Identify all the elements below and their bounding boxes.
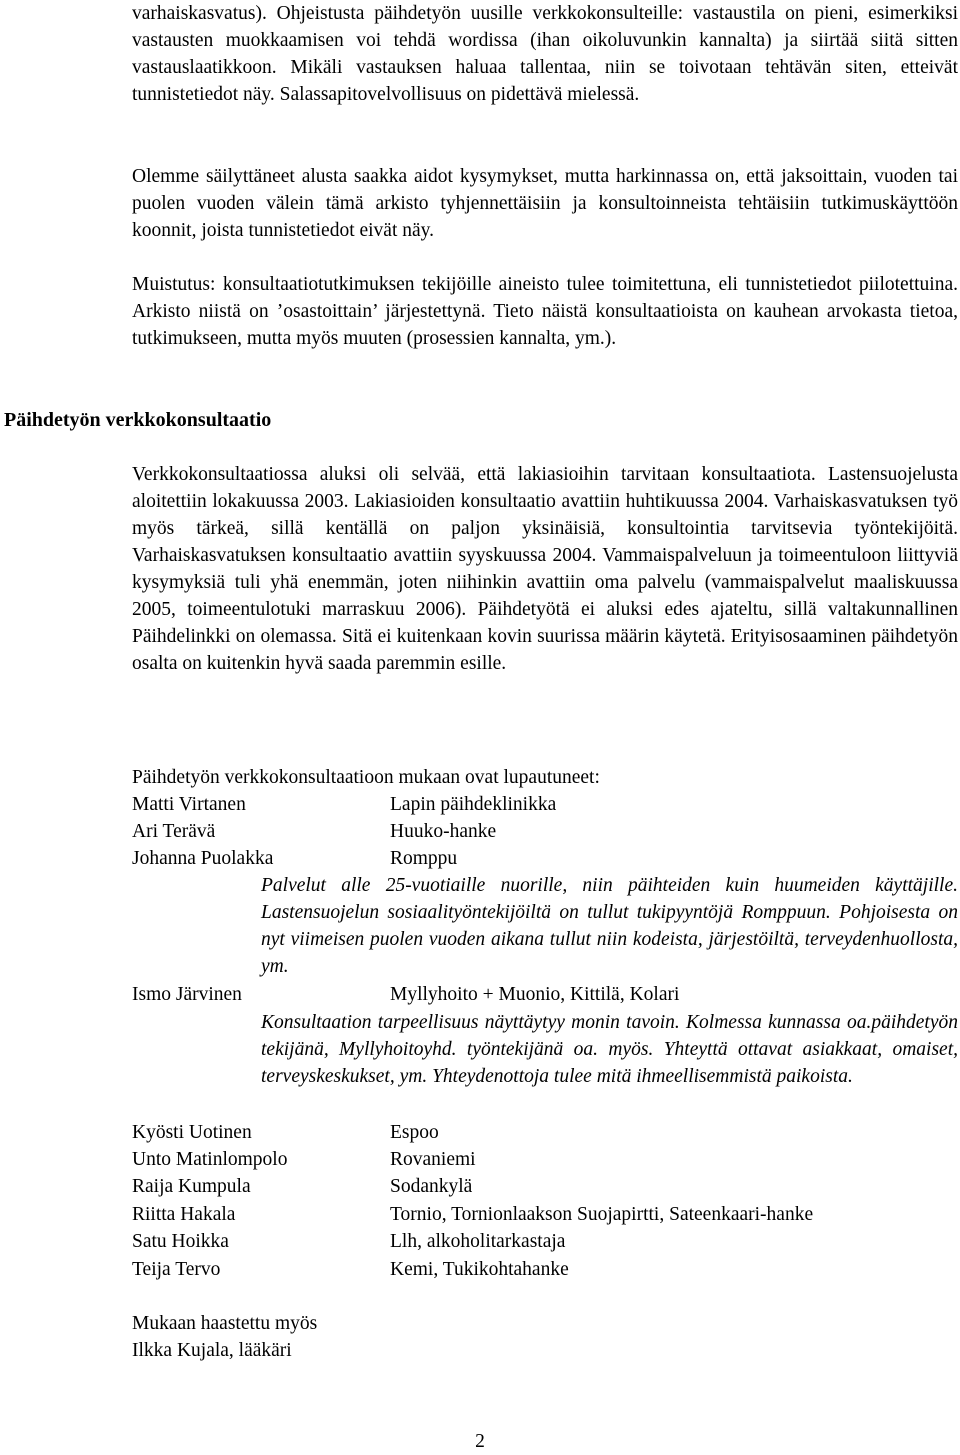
- section-heading: Päihdetyön verkkokonsultaatio: [4, 409, 272, 431]
- also-interviewed-label: Mukaan haastettu myös: [132, 1313, 318, 1334]
- participant-row: [132, 1119, 958, 1146]
- participant-row: [132, 981, 958, 1008]
- also-interviewed: [132, 1310, 317, 1364]
- participant-row: [132, 818, 958, 845]
- participant-name: Kyösti Uotinen: [132, 1122, 252, 1143]
- participant-organization: Sodankylä: [390, 1176, 473, 1197]
- participant-organization: Llh, alkoholitarkastaja: [390, 1231, 566, 1252]
- participant-row: [132, 1228, 958, 1255]
- paragraph-archive-retention: Olemme säilyttäneet alusta saakka aidot kysymykset, mutta harkinnassa on, että jaksoittain, vuoden tai puolen vuoden välein tämä arkisto tyhjennettäisiin ja konsultoinneista tehtäisiin tutkimuskäyttöön koonnit, joista tunnistetiedot eivät näy.: [132, 166, 958, 241]
- participant-name: Satu Hoikka: [132, 1231, 229, 1252]
- paragraph-consultation-history: Verkkokonsultaatiossa aluksi oli selvää, että lakiasioihin tarvitaan konsultaatiota. Lastensuojelusta aloitettiin lokakuussa 2003. Lakiasioiden konsultaatio avattiin huhtikuussa 2004. Varhaiskasvatuksen työ myös tärkeä, sillä kentällä on paljon yksinäisiä, konsultointia tarvitsevia työntekijöitä. Varhaiskasvatuksen konsultaatio avattiin syyskuussa 2004. Vammaispalveluun ja toimeentuloon liittyviä kysymyksiä tuli yhä enemmän, joten niihinkin avattiin oma palvelu (vammaispalvelut maaliskuussa 2005, toimeentulotuki marraskuu 2006). Päihdetyötä ei aluksi edes ajateltu, sillä valtakunnallinen Päihdelinkki on olemassa. Sitä ei kuitenkaan kovin suurissa määrin käytetä. Erityisosaaminen päihdetyön osalta on kuitenkin hyvä saada paremmin esille.: [132, 464, 958, 674]
- participants-intro: Päihdetyön verkkokonsultaatioon mukaan ovat lupautuneet:: [132, 767, 600, 788]
- participant-row: [132, 1256, 958, 1283]
- paragraph-research-reminder: Muistutus: konsultaatiotutkimuksen tekijöille aineisto tulee toimitettuna, eli tunnistetiedot piilotettuina. Arkisto niistä on ’osastoittain’ järjestettynä. Tieto näistä konsultaatioista on kauhean arvokasta tietoa, tutkimukseen, mutta myös muuten (prosessien kannalta, ym.).: [132, 274, 958, 349]
- participant-name: Teija Tervo: [132, 1259, 221, 1280]
- participant-organization: Tornio, Tornionlaakson Suojapirtti, Sateenkaari-hanke: [390, 1204, 814, 1225]
- participant-organization: Romppu: [390, 848, 458, 869]
- participant-name: Johanna Puolakka: [132, 848, 274, 869]
- page-number: 2: [475, 1431, 485, 1452]
- participant-organization: Espoo: [390, 1122, 439, 1143]
- participant-row: [132, 845, 958, 872]
- participant-name: Ismo Järvinen: [132, 984, 242, 1005]
- participant-organization: Kemi, Tukikohtahanke: [390, 1259, 569, 1280]
- also-interviewed-person: Ilkka Kujala, lääkäri: [132, 1340, 292, 1361]
- participant-row: [132, 1146, 958, 1173]
- participant-organization: Myllyhoito + Muonio, Kittilä, Kolari: [390, 984, 680, 1005]
- participant-name: Matti Virtanen: [132, 794, 246, 815]
- participant-row: [132, 1173, 958, 1200]
- participant-name: Ari Terävä: [132, 821, 216, 842]
- participant-name: Raija Kumpula: [132, 1176, 251, 1197]
- participant-name: Riitta Hakala: [132, 1204, 236, 1225]
- note-jarvinen: Konsultaation tarpeellisuus näyttäytyy monin tavoin. Kolmessa kunnassa oa.päihdetyön tekijänä, Myllyhoitoyhd. työntekijänä oa. myös. Yhteyttä ottavat asiakkaat, omaiset, terveyskeskukset, ym. Yhteydenottoja tulee mitä ihmeellisemmistä paikoista.: [261, 1012, 958, 1087]
- participant-name: Unto Matinlompolo: [132, 1149, 288, 1170]
- participant-row: [132, 1201, 958, 1228]
- participant-organization: Rovaniemi: [390, 1149, 476, 1170]
- participant-organization: Lapin päihdeklinikka: [390, 794, 557, 815]
- participant-organization: Huuko-hanke: [390, 821, 497, 842]
- participant-row: [132, 791, 958, 818]
- paragraph-consultant-guidance: varhaiskasvatus). Ohjeistusta päihdetyön uusille verkkokonsulteille: vastaustila on pieni, esimerkiksi vastausten muokkaamisen voi tehdä wordissa (ihan oikoluvunkin kannalta) ja siirtää siitä sitten vastauslaatikkoon. Mikäli vastauksen haluaa tallentaa, niin se toivotaan tehtävän siten, etteivät tunnistetiedot näy. Salassapitovelvollisuus on pidettävä mielessä.: [132, 3, 958, 105]
- note-romppu: Palvelut alle 25-vuotiaille nuorille, niin päihteiden kuin huumeiden käyttäjille. Lastensuojelun sosiaalityöntekijöiltä on tullut tukipyyntöjä Romppuun. Pohjoisesta on nyt viimeisen puolen vuoden aikana tullut niin kodeista, järjestöiltä, terveydenhuollosta, ym.: [261, 875, 958, 977]
